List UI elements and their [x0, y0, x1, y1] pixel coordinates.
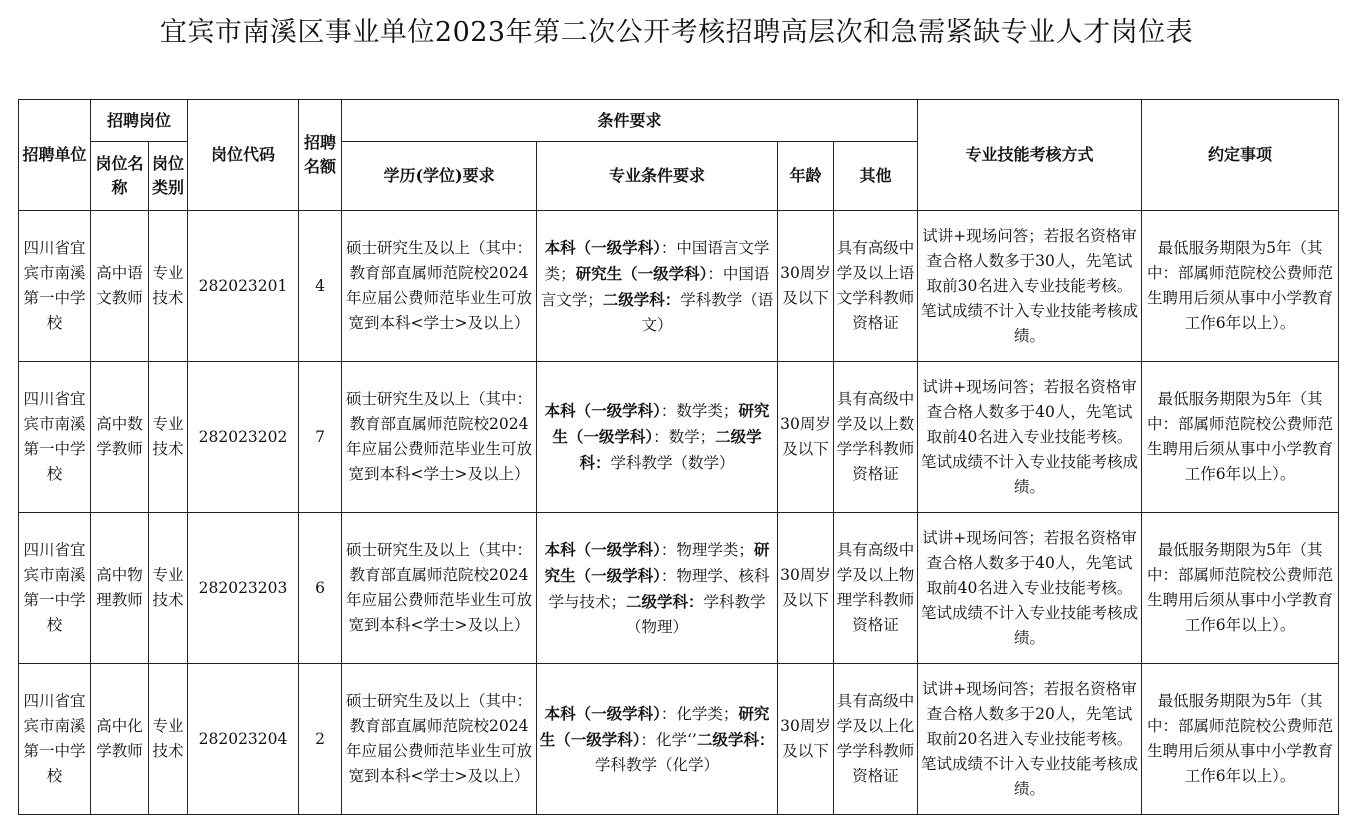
cell-unit: 四川省宜宾市南溪第一中学校 [19, 211, 91, 362]
cell-post-type: 专业技术 [149, 664, 188, 815]
major-undergrad-label: 本科（一级学科） [544, 539, 661, 559]
major-undergrad-label: 本科（一级学科） [544, 401, 661, 420]
cell-post-code: 282023204 [188, 664, 299, 815]
major-grad-text: ：数学； [653, 428, 716, 446]
major-grad-label: 研究生（一级学科） [575, 263, 708, 283]
header-unit: 招聘单位 [19, 100, 91, 211]
major-undergrad-text: ：化学类； [660, 704, 739, 723]
table-row [19, 211, 1339, 362]
header-post-code: 岗位代码 [188, 100, 299, 211]
cell-other: 具有高级中学及以上物理学科教师资格证 [834, 513, 918, 664]
major-grad-label: 研究生（一级学科） [552, 401, 770, 446]
major-secondary-text: 学科教学（数学） [610, 454, 735, 472]
major-grad-label: 研究生（一级学科） [544, 539, 770, 585]
cell-age: 30周岁及以下 [778, 513, 834, 664]
cell-major [537, 362, 778, 513]
job-table [18, 99, 1339, 815]
header-age: 年龄 [778, 142, 834, 211]
table-row [19, 513, 1339, 664]
cell-post-code: 282023201 [188, 211, 299, 362]
cell-agreement: 最低服务期限为5年（其中：部属师范院校公费师范生聘用后须从事中小学教育工作6年以上）。 [1142, 513, 1339, 664]
cell-post-type: 专业技术 [149, 513, 188, 664]
header-conditions: 条件要求 [342, 100, 918, 142]
cell-age: 30周岁及以下 [778, 664, 834, 815]
cell-education: 硕士研究生及以上（其中：教育部直属师范院校2024年应届公费师范毕业生可放宽到本科<学士>及以上） [342, 362, 537, 513]
header-count: 招聘名额 [299, 100, 342, 211]
cell-unit: 四川省宜宾市南溪第一中学校 [19, 362, 91, 513]
major-secondary-label: 二级学科： [696, 729, 775, 749]
cell-exam: 试讲+现场问答；若报名资格审查合格人数多于40人，先笔试取前40名进入专业技能考核。笔试成绩不计入专业技能考核成绩。 [918, 362, 1142, 513]
cell-count: 4 [299, 211, 342, 362]
cell-agreement: 最低服务期限为5年（其中：部属师范院校公费师范生聘用后须从事中小学教育工作6年以上）。 [1142, 211, 1339, 362]
major-undergrad-label: 本科（一级学科） [544, 703, 661, 723]
cell-unit: 四川省宜宾市南溪第一中学校 [19, 664, 91, 815]
major-undergrad-text: ：物理学类； [660, 540, 754, 559]
cell-post-type: 专业技术 [149, 362, 188, 513]
header-agreement: 约定事项 [1142, 100, 1339, 211]
cell-agreement: 最低服务期限为5年（其中：部属师范院校公费师范生聘用后须从事中小学教育工作6年以上）。 [1142, 664, 1339, 815]
table-row [19, 664, 1339, 815]
cell-exam: 试讲+现场问答；若报名资格审查合格人数多于30人，先笔试取前30名进入专业技能考核。笔试成绩不计入专业技能考核成绩。 [918, 211, 1142, 362]
cell-unit: 四川省宜宾市南溪第一中学校 [19, 513, 91, 664]
header-post-name: 岗位名称 [91, 142, 149, 211]
cell-major [537, 664, 778, 815]
header-row-1 [19, 100, 1339, 142]
cell-education: 硕士研究生及以上（其中：教育部直属师范院校2024年应届公费师范毕业生可放宽到本科<学士>及以上） [342, 664, 537, 815]
cell-post-code: 282023202 [188, 362, 299, 513]
cell-major [537, 513, 778, 664]
major-secondary-label: 二级学科： [579, 427, 762, 472]
header-post-type: 岗位类别 [149, 142, 188, 211]
major-grad-text: ：物理学、核科学与技术； [548, 566, 770, 611]
page-title: 宜宾市南溪区事业单位2023年第二次公开考核招聘高层次和急需紧缺专业人才岗位表 [159, 17, 1194, 48]
cell-count: 6 [299, 513, 342, 664]
cell-count: 2 [299, 664, 342, 815]
cell-post-name: 高中化学教师 [91, 664, 149, 815]
header-education: 学历(学位)要求 [342, 142, 537, 211]
header-exam: 专业技能考核方式 [918, 100, 1142, 211]
major-secondary-text: 学科教学（语文） [641, 290, 774, 334]
major-undergrad-text: ：数学类； [660, 402, 739, 420]
cell-count: 7 [299, 362, 342, 513]
cell-agreement: 最低服务期限为5年（其中：部属师范院校公费师范生聘用后须从事中小学教育工作6年以上）。 [1142, 362, 1339, 513]
cell-post-name: 高中物理教师 [91, 513, 149, 664]
major-secondary-label: 二级学科： [602, 289, 681, 309]
major-undergrad-text: ：中国语言文学类； [544, 238, 770, 283]
header-post: 招聘岗位 [91, 100, 188, 142]
major-undergrad-label: 本科（一级学科） [544, 237, 661, 257]
cell-other: 具有高级中学及以上语文学科教师资格证 [834, 211, 918, 362]
header-major: 专业条件要求 [537, 142, 778, 211]
major-secondary-label: 二级学科： [626, 591, 704, 611]
cell-age: 30周岁及以下 [778, 362, 834, 513]
major-grad-text: ：化学‘’ [640, 730, 697, 749]
major-grad-text: ：中国语言文学； [540, 264, 770, 309]
cell-other: 具有高级中学及以上数学学科教师资格证 [834, 362, 918, 513]
cell-post-type: 专业技术 [149, 211, 188, 362]
major-secondary-text: 学科教学（化学） [595, 755, 720, 774]
major-grad-label: 研究生（一级学科） [539, 703, 770, 749]
cell-post-name: 高中语文教师 [91, 211, 149, 362]
cell-post-name: 高中数学教师 [91, 362, 149, 513]
major-secondary-text: 学科教学（物理） [626, 592, 766, 636]
cell-education: 硕士研究生及以上（其中：教育部直属师范院校2024年应届公费师范毕业生可放宽到本科<学士>及以上） [342, 513, 537, 664]
cell-post-code: 282023203 [188, 513, 299, 664]
cell-age: 30周岁及以下 [778, 211, 834, 362]
table-row [19, 362, 1339, 513]
cell-exam: 试讲+现场问答；若报名资格审查合格人数多于20人，先笔试取前20名进入专业技能考核。笔试成绩不计入专业技能考核成绩。 [918, 664, 1142, 815]
cell-other: 具有高级中学及以上化学学科教师资格证 [834, 664, 918, 815]
cell-major [537, 211, 778, 362]
cell-education: 硕士研究生及以上（其中：教育部直属师范院校2024年应届公费师范毕业生可放宽到本科<学士>及以上） [342, 211, 537, 362]
header-other: 其他 [834, 142, 918, 211]
cell-exam: 试讲+现场问答；若报名资格审查合格人数多于40人，先笔试取前40名进入专业技能考核。笔试成绩不计入专业技能考核成绩。 [918, 513, 1142, 664]
